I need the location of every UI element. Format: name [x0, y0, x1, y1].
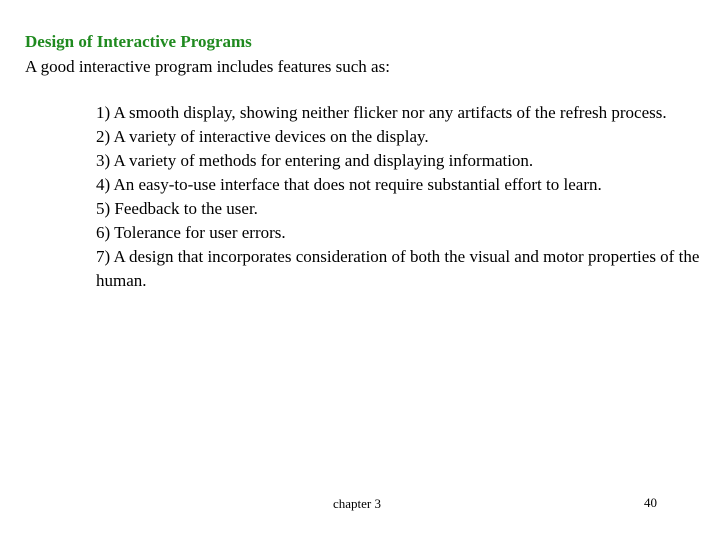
- slide-title: Design of Interactive Programs: [25, 32, 252, 51]
- page-number: 40: [644, 495, 657, 510]
- list-item: 4) An easy-to-use interface that does not require substantial effort to learn.: [96, 175, 602, 194]
- list-item: 5) Feedback to the user.: [96, 199, 258, 218]
- slide-intro: A good interactive program includes features such as:: [25, 57, 390, 76]
- list-item: 1) A smooth display, showing neither flicker nor any artifacts of the refresh process.: [96, 103, 667, 122]
- list-item: 2) A variety of interactive devices on the display.: [96, 127, 429, 146]
- list-item: 7) A design that incorporates consideration of both the visual and motor properties of the human.: [96, 247, 700, 290]
- list-item: 3) A variety of methods for entering and displaying information.: [96, 151, 534, 170]
- feature-list: [96, 101, 706, 293]
- list-item: 6) Tolerance for user errors.: [96, 223, 286, 242]
- footer-chapter: chapter 3: [333, 496, 382, 511]
